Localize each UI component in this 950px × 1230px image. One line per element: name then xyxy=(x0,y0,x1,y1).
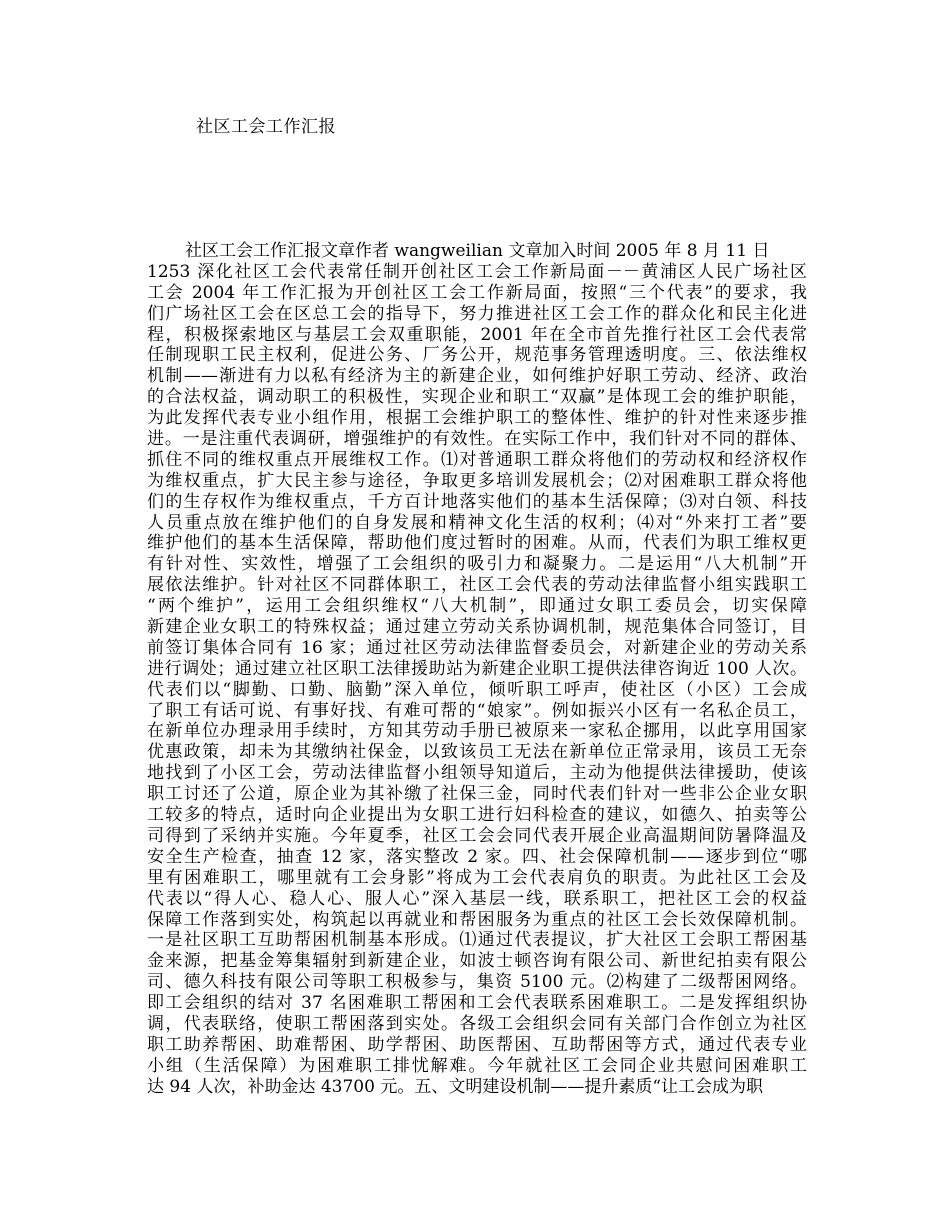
body-line: 们广场社区工会在区总工会的指导下，努力推进社区工会工作的群众化和民主化进 xyxy=(147,303,807,324)
body-line: 达 94 人次，补助金达 43700 元。五、文明建设机制——提升素质“让工会成为职 xyxy=(147,1076,764,1097)
body-line: 地找到了小区工会，劳动法律监督小组领导知道后，主动为他提供法律援助，使该 xyxy=(147,763,807,784)
body-line: 任制现职工民主权利，促进公务、厂务公开，规范事务管理透明度。三、依法维权 xyxy=(147,345,807,366)
body-line: 的合法权益，调动职工的积极性，实现企业和职工“双赢”是体现工会的维护职能， xyxy=(147,387,807,408)
body-line: 即工会组织的结对 37 名困难职工帮困和工会代表联系困难职工。二是发挥组织协 xyxy=(147,993,807,1014)
body-line: 人员重点放在维护他们的自身发展和精神文化生活的权利；⑷对“外来打工者”要 xyxy=(147,512,807,533)
body-line: 了职工有话可说、有事好找、有难可帮的“娘家”。例如振兴小区有一名私企员工， xyxy=(147,700,807,721)
body-line: 们的生存权作为维权重点，千方百计地落实他们的基本生活保障；⑶对白领、科技 xyxy=(147,491,807,512)
body-line: 职工助养帮困、助难帮困、助学帮困、助医帮困、互助帮困等方式，通过代表专业 xyxy=(147,1034,807,1055)
document-title: 社区工会工作汇报 xyxy=(196,117,336,137)
body-line: 里有困难职工，哪里就有工会身影”将成为工会代表肩负的职责。为此社区工会及 xyxy=(147,867,807,888)
body-line: 机制——渐进有力以私有经济为主的新建企业，如何维护好职工劳动、经济、政治 xyxy=(147,366,807,387)
body-line: 前签订集体合同有 16 家；通过社区劳动法律监督委员会，对新建企业的劳动关系 xyxy=(147,637,807,658)
body-line: 司得到了采纳并实施。今年夏季，社区工会会同代表开展企业高温期间防暑降温及 xyxy=(147,825,807,846)
body-line: 金来源，把基金筹集辐射到新建企业，如波士顿咨询有限公司、新世纪拍卖有限公 xyxy=(147,951,807,972)
body-line: 维护他们的基本生活保障，帮助他们度过暂时的困难。从而，代表们为职工维权更 xyxy=(147,533,807,554)
document-body xyxy=(147,241,807,1098)
body-line: 为此发挥代表专业小组作用，根据工会维护职工的整体性、维护的针对性来逐步推 xyxy=(147,408,807,429)
body-line: 进。一是注重代表调研，增强维护的有效性。在实际工作中，我们针对不同的群体、 xyxy=(147,429,807,450)
body-line: 工较多的特点，适时向企业提出为女职工进行妇科检查的建议，如德久、拍卖等公 xyxy=(147,805,807,826)
body-line: 为维权重点，扩大民主参与途径，争取更多培训发展机会；⑵对困难职工群众将他 xyxy=(147,470,807,491)
body-line: 小组（生活保障）为困难职工排忧解难。今年就社区工会同企业共慰问困难职工 xyxy=(147,1055,807,1076)
body-line: 抓住不同的维权重点开展维权工作。⑴对普通职工群众将他们的劳动权和经济权作 xyxy=(147,449,807,470)
body-line: 代表们以“脚勤、口勤、脑勤”深入单位，倾听职工呼声，使社区（小区）工会成 xyxy=(147,679,807,700)
body-line: 司、德久科技有限公司等职工积极参与，集资 5100 元。⑵构建了二级帮困网络。 xyxy=(147,972,807,993)
body-line: 进行调处；通过建立社区职工法律援助站为新建企业职工提供法律咨询近 100 人次。 xyxy=(147,658,807,679)
body-line: 安全生产检查，抽查 12 家，落实整改 2 家。四、社会保障机制——逐步到位“哪 xyxy=(147,846,807,867)
body-line: 程，积极探索地区与基层工会双重职能，2001 年在全市首先推行社区工会代表常 xyxy=(147,324,807,345)
body-line: 有针对性、实效性，增强了工会组织的吸引力和凝聚力。二是运用“八大机制”开 xyxy=(147,554,807,575)
body-line: 保障工作落到实处，构筑起以再就业和帮困服务为重点的社区工会长效保障机制。 xyxy=(147,909,807,930)
body-line: 展依法维护。针对社区不同群体职工，社区工会代表的劳动法律监督小组实践职工 xyxy=(147,575,807,596)
body-line: 职工讨还了公道，原企业为其补缴了社保三金，同时代表们针对一些非公企业女职 xyxy=(147,784,807,805)
body-line: “两个维护”，运用工会组织维权“八大机制”，即通过女职工委员会，切实保障 xyxy=(147,596,807,617)
body-line: 社区工会工作汇报文章作者 wangweilian 文章加入时间 2005 年 8 月 11 日 xyxy=(185,241,770,261)
body-line: 调，代表联络，使职工帮困落到实处。各级工会组织会同有关部门合作创立为社区 xyxy=(147,1013,807,1034)
body-line: 代表以“得人心、稳人心、服人心”深入基层一线，联系职工，把社区工会的权益 xyxy=(147,888,807,909)
body-line: 1253 深化社区工会代表常任制开创社区工会工作新局面－－黄浦区人民广场社区 xyxy=(147,261,807,282)
body-line: 新建企业女职工的特殊权益；通过建立劳动关系协调机制，规范集体合同签订，目 xyxy=(147,617,807,638)
body-line: 工会 2004 年工作汇报为开创社区工会工作新局面，按照“三个代表”的要求，我 xyxy=(147,282,807,303)
body-line: 一是社区职工互助帮困机制基本形成。⑴通过代表提议，扩大社区工会职工帮困基 xyxy=(147,930,807,951)
body-line: 优惠政策，却未为其缴纳社保金，以致该员工无法在新单位正常录用，该员工无奈 xyxy=(147,742,807,763)
body-line: 在新单位办理录用手续时，方知其劳动手册已被原来一家私企挪用，以此享用国家 xyxy=(147,721,807,742)
